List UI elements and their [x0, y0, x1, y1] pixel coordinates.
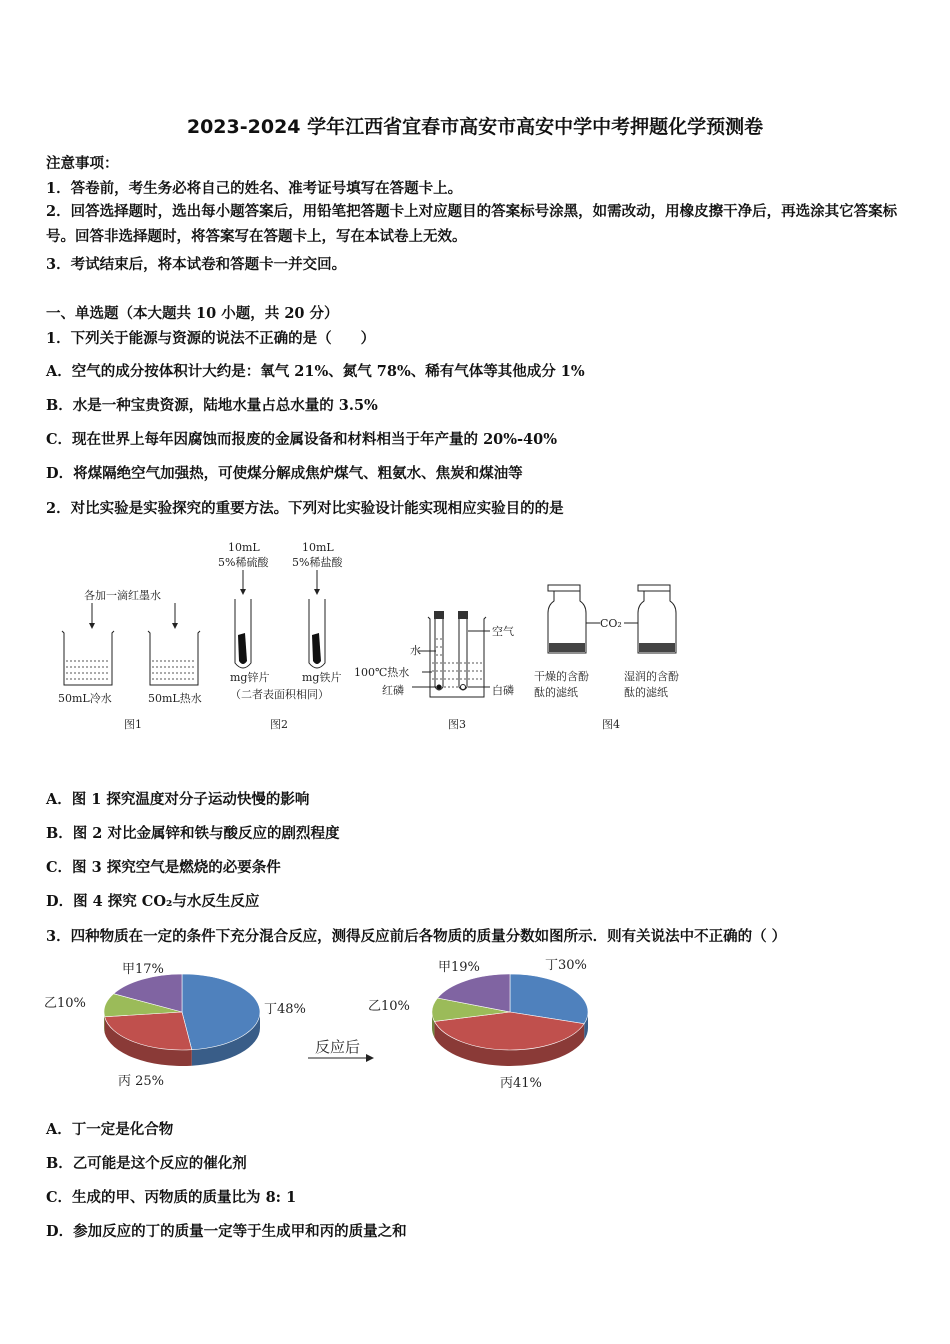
q1-option-b: B．水是一种宝贵资源，陆地水量占总水量的 3.5% [46, 397, 378, 414]
page-title: 2023-2024 学年江西省宜春市高安市高安中学中考押题化学预测卷 [186, 116, 764, 138]
q3-option-a: A．丁一定是化合物 [46, 1121, 174, 1138]
fig2-acid1-name: 5%稀硫酸 [218, 556, 269, 569]
q3-stem: 3．四种物质在一定的条件下充分混合反应，测得反应前后各物质的质量分数如图所示．则有关说法中不正确的（ ） [46, 928, 787, 945]
pie2-label-yi: 乙10% [368, 999, 410, 1014]
fig2-note: （二者表面积相同） [230, 688, 329, 701]
fig1-cold-label: 50mL冷水 [58, 692, 112, 705]
q2-figure [40, 535, 720, 735]
q3-option-d: D．参加反应的丁的质量一定等于生成甲和丙的质量之和 [46, 1223, 407, 1240]
fig2-caption: 图2 [270, 718, 288, 731]
pie1-label-jia: 甲17% [122, 962, 164, 977]
notice-heading: 注意事项： [46, 155, 119, 172]
fig3-water: 水 [410, 644, 421, 657]
q2-option-b: B．图 2 对比金属锌和铁与酸反应的剧烈程度 [46, 825, 340, 842]
beaker-cold [62, 631, 114, 685]
fig4-caption: 图4 [602, 718, 620, 731]
q1-option-d: D．将煤隔绝空气加强热，可使煤分解成焦炉煤气、粗氨水、焦炭和煤油等 [46, 465, 523, 482]
fig2-acid1-vol: 10mL [228, 541, 260, 554]
fig1-drop-label: 各加一滴红墨水 [84, 589, 161, 602]
fig4-wet-line2: 酞的滤纸 [624, 686, 668, 699]
fig2-metal2: mg铁片 [302, 671, 342, 684]
fig4-dry-line2: 酞的滤纸 [534, 686, 578, 699]
fig3-air: 空气 [492, 625, 514, 638]
pie2-label-jia: 甲19% [438, 960, 480, 975]
pie2-label-bing: 丙41% [500, 1076, 542, 1091]
q2-stem: 2．对比实验是实验探究的重要方法。下列对比实验设计能实现相应实验目的的是 [46, 500, 564, 517]
beaker-hot [148, 631, 200, 685]
notice-item-1: 1．答卷前，考生务必将自己的姓名、准考证号填写在答题卡上。 [46, 180, 463, 197]
arrow-label: 反应后 [315, 1038, 361, 1056]
q3-option-c: C．生成的甲、丙物质的质量比为 8: 1 [46, 1189, 297, 1206]
fig3-hot-water: 100℃热水 [354, 666, 410, 679]
fig4-bottle-dry [548, 585, 586, 653]
fig2-metal1: mg锌片 [230, 671, 270, 684]
pie-chart-before [104, 974, 260, 1066]
fig2-acid2-name: 5%稀盐酸 [292, 556, 343, 569]
q2-option-d: D．图 4 探究 CO₂与水反生反应 [46, 893, 260, 910]
fig3-apparatus [412, 611, 490, 697]
q2-option-c: C．图 3 探究空气是燃烧的必要条件 [46, 859, 281, 876]
section-heading: 一、单选题（本大题共 10 小题，共 20 分） [46, 305, 339, 322]
q2-option-a: A．图 1 探究温度对分子运动快慢的影响 [46, 791, 310, 808]
fig3-caption: 图3 [448, 718, 466, 731]
fig1-hot-label: 50mL热水 [148, 692, 202, 705]
fig4-gas: CO₂ [600, 617, 622, 630]
q1-option-a: A．空气的成分按体积计大约是：氧气 21%、氮气 78%、稀有气体等其他成分 1% [46, 363, 585, 380]
arrow-head [366, 1054, 374, 1062]
fig3-white-p: 白磷 [492, 684, 514, 697]
fig4-bottle-wet [638, 585, 676, 653]
pie1-label-bing: 丙 25% [118, 1074, 165, 1089]
pie1-label-yi: 乙10% [44, 996, 86, 1011]
q3-option-b: B．乙可能是这个反应的催化剂 [46, 1155, 247, 1172]
pie1-label-ding: 丁48% [264, 1002, 306, 1017]
pie-chart-after [432, 974, 588, 1066]
test-tube-iron [309, 599, 325, 668]
pie2-label-ding: 丁30% [545, 958, 587, 973]
q1-stem: 1．下列关于能源与资源的说法不正确的是（ ） [46, 330, 376, 347]
fig3-red-p: 红磷 [382, 684, 404, 697]
notice-item-2: 2．回答选择题时，选出每小题答案后，用铅笔把答题卡上对应题目的答案标号涂黑，如需改动，用橡皮擦干净后，再选涂其它答案标号。回答非选择题时，将答案写在答题卡上，写在本试卷上无效。 [46, 203, 898, 245]
fig4-wet-line1: 湿润的含酚 [624, 670, 679, 683]
notice-item-3: 3．考试结束后，将本试卷和答题卡一并交回。 [46, 256, 347, 273]
test-tube-zinc [235, 599, 251, 668]
q1-option-c: C．现在世界上每年因腐蚀而报废的金属设备和材料相当于年产量的 20%-40% [46, 431, 558, 448]
fig4-dry-line1: 干燥的含酚 [534, 670, 589, 683]
fig1-caption: 图1 [124, 718, 142, 731]
q3-pie-charts [40, 952, 620, 1102]
fig2-acid2-vol: 10mL [302, 541, 334, 554]
